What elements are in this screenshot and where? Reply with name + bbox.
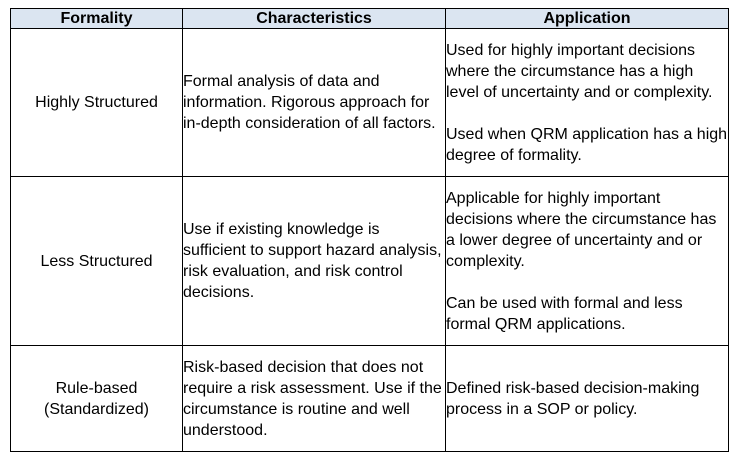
header-row xyxy=(11,9,729,29)
application-cell xyxy=(446,177,729,346)
characteristics-cell: Use if existing knowledge is sufficient to support hazard analysis, risk evaluation, and risk control decisions. xyxy=(183,177,446,346)
formality-cell: Highly Structured xyxy=(11,29,183,177)
application-cell xyxy=(446,29,729,177)
application-paragraph: Used for highly important decisions where the circumstance has a high level of uncertainty and or complexity. xyxy=(446,41,713,101)
header-characteristics: Characteristics xyxy=(183,9,446,29)
formality-cell: Rule-based (Standardized) xyxy=(11,346,183,452)
table-header xyxy=(11,9,729,29)
application-cell xyxy=(446,346,729,452)
table-body xyxy=(11,29,729,452)
table-row xyxy=(11,346,729,452)
table-row xyxy=(11,29,729,177)
header-formality: Formality xyxy=(11,9,183,29)
application-paragraph: Applicable for highly important decisions where the circumstance has a lower degree of uncertainty and or complexity. xyxy=(446,189,717,270)
header-application: Application xyxy=(446,9,729,29)
formality-cell: Less Structured xyxy=(11,177,183,346)
application-paragraph: Defined risk-based decision-making process in a SOP or policy. xyxy=(446,379,700,418)
application-paragraph: Can be used with formal and less formal QRM applications. xyxy=(446,294,683,333)
characteristics-cell: Risk-based decision that does not require a risk assessment. Use if the circumstance is routine and well understood. xyxy=(183,346,446,452)
formality-table xyxy=(10,8,729,452)
table-row xyxy=(11,177,729,346)
application-paragraph: Used when QRM application has a high degree of formality. xyxy=(446,125,728,164)
characteristics-cell: Formal analysis of data and information. Rigorous approach for in-depth consideration of all factors. xyxy=(183,29,446,177)
